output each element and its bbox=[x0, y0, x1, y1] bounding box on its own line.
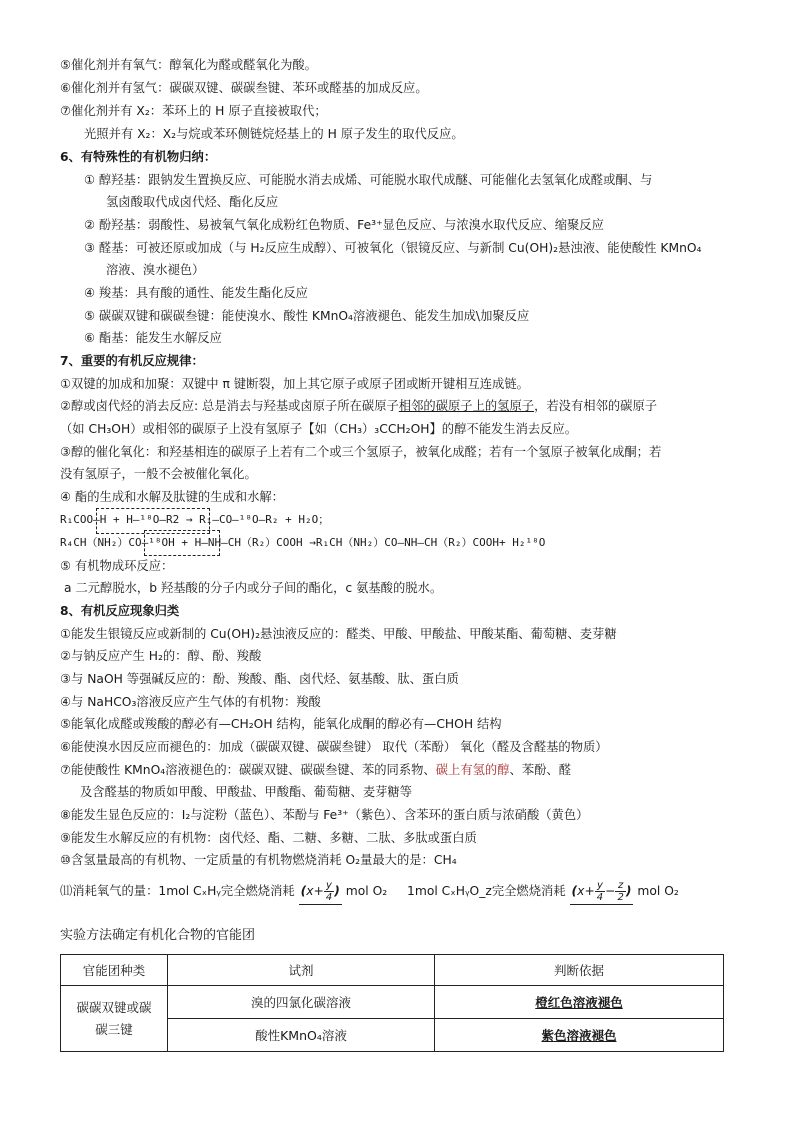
rule-item-6: ⑥催化剂并有氢气：碳碳双键、碳碳叁键、苯环或醛基的加成反应。 bbox=[60, 81, 428, 95]
group-cell: 碳碳双键或碳碳三键 bbox=[61, 986, 168, 1052]
s6-item-1-cont: 氢卤酸取代成卤代烃、酯化反应 bbox=[106, 195, 279, 209]
s7-line-4: ③醇的催化氧化：和羟基相连的碳原子上若有二个或三个氢原子，被氧化成醛；若有一个氢原子被氧化成酮；若 bbox=[60, 445, 662, 459]
s6-item-6: ⑥ 酯基：能发生水解反应 bbox=[84, 331, 222, 345]
s8-item-6: ⑥能使溴水因反应而褪色的：加成（碳碳双键、碳碳叁键） 取代（苯酚） 氧化（醛及含醛基的物质） bbox=[60, 740, 608, 754]
s8-item-8: ⑧能发生显色反应的：I₂与淀粉（蓝色）、苯酚与 Fe³⁺（紫色）、含苯环的蛋白质与浓硝酸（黄色） bbox=[60, 808, 589, 822]
s8-item-7-cont: 及含醛基的物质如甲酸、甲酸盐、甲酸酯、葡萄糖、麦芽糖等 bbox=[80, 785, 413, 799]
s8-item-7-highlight: 碳上有氢的醇 bbox=[435, 763, 510, 777]
s6-item-5: ⑤ 碳碳双键和碳碳叁键：能使溴水、酸性 KMnO₄溶液褪色、能发生加成\加聚反应 bbox=[84, 309, 530, 323]
header-basis: 判断依据 bbox=[435, 955, 724, 986]
table-caption: 实验方法确定有机化合物的官能团 bbox=[60, 928, 256, 943]
s8-item-10: ⑩含氢量最高的有机物、一定质量的有机物燃烧消耗 O₂量最大的是：CH₄ bbox=[60, 853, 457, 867]
s6-item-3: ③ 醛基：可被还原或加成（与 H₂反应生成醇）、可被氧化（银镜反应、与新制 Cu(OH)₂悬浊液、能使酸性 KMnO₄ bbox=[84, 241, 702, 255]
mol-o2-unit-2: mol O₂ bbox=[637, 884, 679, 898]
s8-item-5: ⑤能氧化成醛或羧酸的醇必有—CH₂OH 结构，能氧化成酮的醇必有—CHOH 结构 bbox=[60, 717, 502, 731]
basis-cell-1: 橙红色溶液褪色 bbox=[435, 986, 724, 1019]
reagent-cell-1: 溴的四氯化碳溶液 bbox=[168, 986, 435, 1019]
s7-line-5: 没有氢原子，一般不会被催化氧化。 bbox=[60, 467, 257, 481]
s8-item-7-b: 、苯酚、醛 bbox=[509, 763, 572, 777]
fraction-y-over-4-b: $\frac{y}{4}$ bbox=[596, 880, 604, 903]
s7-line-6: ④ 酯的生成和水解及肽键的生成和水解： bbox=[60, 490, 284, 504]
header-group-type: 官能团种类 bbox=[61, 955, 168, 986]
expr-x: x+ bbox=[306, 884, 324, 898]
s8-item-11 bbox=[60, 878, 679, 905]
s8-item-2: ②与钠反应产生 H₂的：醇、酚、羧酸 bbox=[60, 649, 262, 663]
mol-o2-unit-1: mol O₂ bbox=[345, 884, 388, 898]
s7-line-7: ⑤ 有机物成环反应： bbox=[60, 559, 174, 573]
section-6-heading: 6、有特殊性的有机物归纳： bbox=[60, 150, 217, 164]
s8-item-11-b: 1mol CₓHᵧO_z完全燃烧消耗 bbox=[407, 884, 566, 898]
s6-item-3-cont: 溶液、溴水褪色） bbox=[106, 263, 205, 277]
oxygen-expression-2: (x+ $\frac{y}{4}$ − $\frac{z}{2}$ ) bbox=[571, 880, 632, 903]
rule-item-5: ⑤催化剂并有氧气：醇氧化为醛或醛氧化为酸。 bbox=[60, 58, 317, 72]
s8-item-1: ①能发生银镜反应或新制的 Cu(OH)₂悬浊液反应的：醛类、甲酸、甲酸盐、甲酸某酯、葡萄糖、麦芽糖 bbox=[60, 627, 617, 641]
oxygen-expression-1: (x+ $\frac{y}{4}$ ) bbox=[300, 880, 340, 903]
table-row bbox=[61, 986, 724, 1019]
s8-item-3: ③与 NaOH 等强碱反应的：酚、羧酸、酯、卤代烃、氨基酸、肽、蛋白质 bbox=[60, 672, 459, 686]
header-reagent: 试剂 bbox=[168, 955, 435, 986]
s6-item-4: ④ 羧基：具有酸的通性、能发生酯化反应 bbox=[84, 286, 308, 300]
s7-line-8: a 二元醇脱水，b 羟基酸的分子内或分子间的酯化，c 氨基酸的脱水。 bbox=[64, 581, 443, 595]
functional-group-table bbox=[60, 954, 724, 1052]
table-header-row bbox=[61, 955, 724, 986]
basis-cell-2: 紫色溶液褪色 bbox=[435, 1019, 724, 1052]
s7-line-2 bbox=[60, 396, 657, 416]
reagent-cell-2: 酸性KMnO₄溶液 bbox=[168, 1019, 435, 1052]
s8-item-7 bbox=[60, 760, 571, 780]
expr-x-2: x+ bbox=[577, 884, 595, 898]
peptide-equation: R₄CH（NH₂）CO—¹⁸OH + H—NH—CH（R₂）COOH →R₁CH（NH₂）CO—NH—CH（R₂）COOH+ H₂¹⁸O bbox=[60, 536, 546, 549]
s8-item-4: ④与 NaHCO₃溶液反应产生气体的有机物：羧酸 bbox=[60, 695, 321, 709]
s8-item-9: ⑨能发生水解反应的有机物：卤代烃、酯、二糖、多糖、二肽、多肽或蛋白质 bbox=[60, 831, 477, 845]
s8-item-11-a: ⑾消耗氧气的量：1mol CₓHᵧ完全燃烧消耗 bbox=[60, 884, 295, 898]
fraction-z-over-2: $\frac{z}{2}$ bbox=[617, 880, 624, 903]
s7-line-2-a: ②醇或卤代烃的消去反应: 总是消去与羟基或卤原子所在碳原子 bbox=[60, 399, 399, 413]
s8-item-7-a: ⑦能使酸性 KMnO₄溶液褪色的：碳碳双键、碳碳叁键、苯的同系物、 bbox=[60, 763, 436, 777]
rule-item-7-light: 光照并有 X₂：X₂与烷或苯环侧链烷烃基上的 H 原子发生的取代反应。 bbox=[84, 127, 464, 141]
s6-item-2: ② 酚羟基：弱酸性、易被氧气氧化成粉红色物质、Fe³⁺显色反应、与浓溴水取代反应、缩聚反应 bbox=[84, 218, 604, 232]
s7-line-2-underlined: 相邻的碳原子上的氢原子 bbox=[398, 399, 535, 413]
s7-line-3: （如 CH₃OH）或相邻的碳原子上没有氢原子【如（CH₃）₃CCH₂OH】的醇不能发生消去反应。 bbox=[60, 422, 578, 436]
fraction-y-over-4: $\frac{y}{4}$ bbox=[325, 880, 333, 903]
section-8-heading: 8、有机反应现象归类 bbox=[60, 604, 180, 618]
ester-equation: R₁COO—H + H—¹⁸O—R2 → R₁—CO—¹⁸O—R₂ + H₂O； bbox=[60, 513, 330, 526]
section-7-heading: 7、重要的有机反应规律： bbox=[60, 354, 204, 368]
s7-line-2-b: ，若没有相邻的碳原子 bbox=[534, 399, 658, 413]
s7-line-1: ①双键的加成和加聚：双键中 π 键断裂，加上其它原子或原子团或断开键相互连成链。 bbox=[60, 377, 529, 391]
s6-item-1: ① 醇羟基：跟钠发生置换反应、可能脱水消去成烯、可能脱水取代成醚、可能催化去氢氧化成醛或酮、与 bbox=[84, 173, 653, 187]
rule-item-7: ⑦催化剂并有 X₂：苯环上的 H 原子直接被取代； bbox=[60, 104, 327, 118]
